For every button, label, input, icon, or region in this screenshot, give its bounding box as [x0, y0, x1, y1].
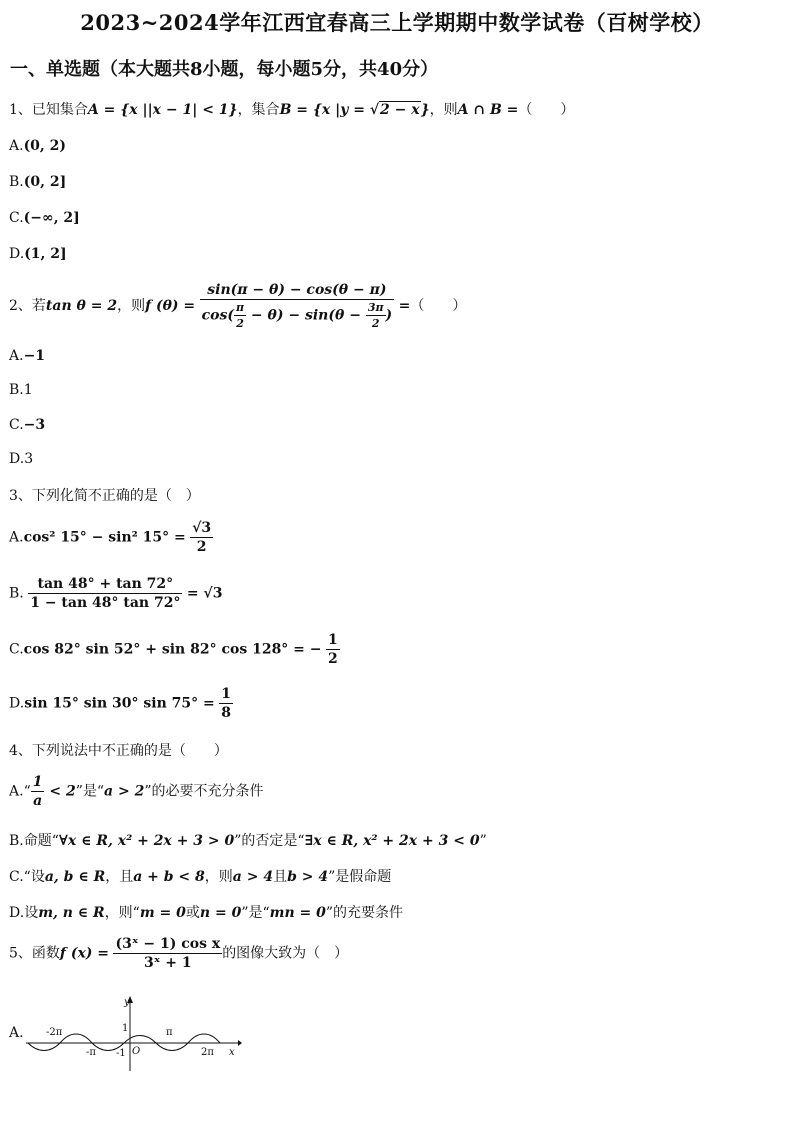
q2-option-d[interactable]: D.3 [9, 451, 34, 467]
section-heading: 一、单选题（本大题共8小题，每小题5分，共40分） [10, 59, 439, 80]
tick-neg2pi: -2π [46, 1027, 63, 1038]
q1-option-c[interactable]: C.(−∞, 2] [9, 210, 80, 226]
q1-option-a[interactable]: A.(0, 2) [9, 138, 67, 154]
q3-option-b[interactable]: B. $\frac{\tan 48^\circ + \tan 72^\circ}{1 - \tan 48^\circ \tan 72^\circ}$ = √3 [9, 576, 223, 611]
q3-option-d[interactable]: D.sin 15° sin 30° sin 75° = $\frac{1}{8}$ [9, 686, 231, 721]
q1-option-d[interactable]: D.(1, 2] [9, 246, 67, 262]
q1-ask: A ∩ B = [457, 102, 519, 118]
exam-title: 2023~2024学年江西宜春高三上学期期中数学试卷（百树学校） [80, 10, 714, 35]
q1-option-b[interactable]: B.(0, 2] [9, 174, 67, 190]
q5-option-a[interactable]: A. [9, 1025, 24, 1041]
q1-paren: （ ） [518, 102, 575, 118]
y-label: y [124, 997, 130, 1008]
question-2: 2、若tan θ = 2，则f (θ) = sin(π − θ) − cos(θ − π) cos( $\frac{\pi}{2}$ − θ) − sin(θ − $\frac{3\pi}{2}$ ) =（ ） [9, 282, 467, 330]
q4-option-d[interactable]: D.设m, n ∈ R，则“m = 0或n = 0”是“mn = 0”的充要条件 [9, 905, 404, 921]
q1-mid: ，集合 [237, 102, 280, 118]
q2-condition: tan θ = 2 [45, 298, 118, 314]
tick-2pi: 2π [201, 1047, 214, 1058]
x-arrow-icon [238, 1040, 242, 1046]
q3-option-a[interactable]: A.cos² 15° − sin² 15° = $\frac{√3}{2}$ [9, 520, 212, 555]
question-1 [9, 99, 574, 119]
origin-label: O [132, 1046, 141, 1057]
question-5: 5、函数f (x) = $\frac{\text{(3ˣ − 1) cos x}}{\text{3ˣ + 1}}$ 的图像大致为（ ） [9, 936, 349, 971]
q1-prefix: 1、已知集合 [9, 102, 88, 118]
question-4: 4、下列说法中不正确的是（ ） [9, 743, 228, 759]
q1-setA: A = {x ||x − 1| < 1} [87, 102, 238, 118]
q2-fraction: sin(π − θ) − cos(θ − π) cos( $\frac{\pi}{2}$ − θ) − sin(θ − $\frac{3\pi}{2}$ ) [201, 282, 393, 330]
q2-lhs: f (θ) = [145, 298, 196, 314]
q1-setB: B = {x |y = √2 − x} [279, 102, 430, 118]
tick-negpi: -π [86, 1047, 96, 1058]
q2-option-a[interactable]: A.−1 [9, 348, 46, 364]
q5-option-a-graph [26, 995, 242, 1073]
x-label: x [229, 1047, 235, 1058]
q1-tail: ，则 [429, 102, 458, 118]
q2-option-b[interactable]: B.1 [9, 382, 33, 398]
tick-pi: π [166, 1027, 173, 1038]
tick-one: 1 [122, 1023, 129, 1034]
q3-option-c[interactable]: C.cos 82° sin 52° + sin 82° cos 128° = − $\frac{1}{2}$ [9, 632, 338, 667]
q4-option-c[interactable]: C.“设a, b ∈ R，且a + b < 8，则a > 4且b > 4”是假命题 [9, 869, 392, 885]
question-3: 3、下列化简不正确的是（ ） [9, 488, 200, 504]
tick-negone: -1 [116, 1048, 126, 1059]
q4-option-a[interactable]: A.“ $\frac{1}{a}$ < 2”是“a > 2”的必要不充分条件 [9, 774, 264, 809]
q2-option-c[interactable]: C.−3 [9, 417, 46, 433]
q4-option-b[interactable]: B.命题“∀x ∈ R, x² + 2x + 3 > 0”的否定是“∃x ∈ R, x² + 2x + 3 < 0” [9, 833, 487, 849]
